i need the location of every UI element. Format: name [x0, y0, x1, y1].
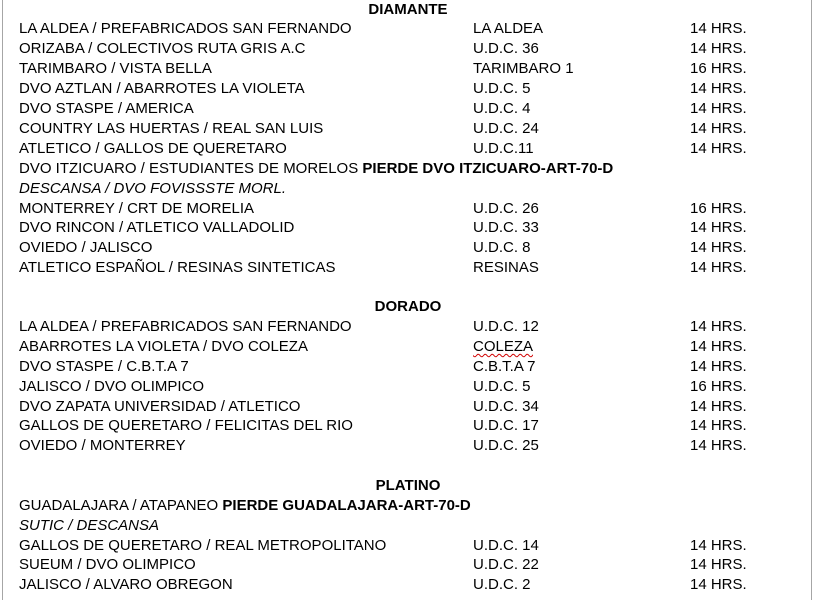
- match-time: 14 HRS.: [690, 576, 747, 593]
- match-time: 14 HRS.: [690, 358, 747, 375]
- match-time: 14 HRS.: [690, 140, 747, 157]
- match-teams: DVO ZAPATA UNIVERSIDAD / ATLETICO: [19, 398, 301, 415]
- match-venue: U.D.C. 8: [473, 239, 531, 256]
- table-row: [19, 436, 799, 456]
- section-title-dorado: DORADO: [374, 298, 442, 315]
- match-teams: DVO STASPE / C.B.T.A 7: [19, 358, 189, 375]
- match-time: 14 HRS.: [690, 40, 747, 57]
- match-teams: TARIMBARO / VISTA BELLA: [19, 60, 212, 77]
- match-time: 14 HRS.: [690, 219, 747, 236]
- table-row: [19, 218, 799, 238]
- match-time: 14 HRS.: [690, 80, 747, 97]
- match-venue: U.D.C. 4: [473, 100, 531, 117]
- match-venue: U.D.C. 17: [473, 417, 539, 434]
- table-row: [19, 19, 799, 39]
- match-venue: U.D.C. 14: [473, 537, 539, 554]
- table-row: [19, 39, 799, 59]
- match-venue: U.D.C. 5: [473, 378, 531, 395]
- match-teams: OVIEDO / JALISCO: [19, 239, 153, 256]
- match-teams: MONTERREY / CRT DE MORELIA: [19, 200, 255, 217]
- table-row: [19, 258, 799, 278]
- match-teams: GALLOS DE QUERETARO / FELICITAS DEL RIO: [19, 417, 353, 434]
- match-teams: ATLETICO / GALLOS DE QUERETARO: [19, 140, 287, 157]
- table-row: [19, 199, 799, 219]
- table-row: [19, 59, 799, 79]
- match-venue: U.D.C. 34: [473, 398, 539, 415]
- penalty-note: PIERDE DVO ITZICUARO-ART-70-D: [362, 160, 614, 177]
- match-teams: SUEUM / DVO OLIMPICO: [19, 556, 196, 573]
- table-row: [19, 79, 799, 99]
- match-teams: GUADALAJARA / ATAPANEO: [19, 497, 219, 514]
- match-teams: OVIEDO / MONTERREY: [19, 437, 186, 454]
- match-venue: U.D.C. 36: [473, 40, 539, 57]
- match-time: 16 HRS.: [690, 378, 747, 395]
- match-venue: LA ALDEA: [473, 20, 544, 37]
- table-row: [19, 357, 799, 377]
- match-time: 16 HRS.: [690, 200, 747, 217]
- rest-note: SUTIC / DESCANSA: [19, 517, 160, 534]
- match-time: 14 HRS.: [690, 20, 747, 37]
- penalty-note: PIERDE GUADALAJARA-ART-70-D: [222, 497, 471, 514]
- match-teams: LA ALDEA / PREFABRICADOS SAN FERNANDO: [19, 318, 352, 335]
- match-venue: U.D.C. 24: [473, 120, 539, 137]
- table-row: [19, 238, 799, 258]
- table-row: [19, 496, 799, 516]
- match-time: 14 HRS.: [690, 398, 747, 415]
- match-time: 14 HRS.: [690, 259, 747, 276]
- match-venue: RESINAS: [473, 259, 539, 276]
- table-row: [19, 555, 799, 575]
- table-row: [19, 317, 799, 337]
- match-venue: U.D.C. 33: [473, 219, 539, 236]
- table-row: [19, 179, 799, 199]
- match-venue: U.D.C. 25: [473, 437, 539, 454]
- match-time: 14 HRS.: [690, 318, 747, 335]
- table-row: [19, 516, 799, 536]
- match-teams: DVO RINCON / ATLETICO VALLADOLID: [19, 219, 295, 236]
- match-venue: U.D.C. 22: [473, 556, 539, 573]
- table-row: [19, 416, 799, 436]
- match-teams: GALLOS DE QUERETARO / REAL METROPOLITANO: [19, 537, 387, 554]
- match-venue: U.D.C. 5: [473, 80, 531, 97]
- match-teams: ORIZABA / COLECTIVOS RUTA GRIS A.C: [19, 40, 306, 57]
- match-venue: U.D.C. 26: [473, 200, 539, 217]
- match-time: 14 HRS.: [690, 100, 747, 117]
- match-teams: COUNTRY LAS HUERTAS / REAL SAN LUIS: [19, 120, 324, 137]
- match-teams: ABARROTES LA VIOLETA / DVO COLEZA: [19, 338, 308, 355]
- match-time: 16 HRS.: [690, 60, 747, 77]
- match-time: 14 HRS.: [690, 239, 747, 256]
- table-row: [19, 397, 799, 417]
- match-venue: COLEZA: [473, 338, 534, 355]
- table-row: [19, 377, 799, 397]
- match-time: 14 HRS.: [690, 120, 747, 137]
- match-venue: C.B.T.A 7: [473, 358, 536, 375]
- table-row: [19, 99, 799, 119]
- table-row: [19, 139, 799, 159]
- match-venue: U.D.C.11: [473, 140, 534, 157]
- section-title-diamante: DIAMANTE: [368, 1, 448, 18]
- match-venue: TARIMBARO 1: [473, 60, 574, 77]
- section-title-platino: PLATINO: [375, 477, 441, 494]
- match-time: 14 HRS.: [690, 417, 747, 434]
- match-teams: JALISCO / ALVARO OBREGON: [19, 576, 233, 593]
- match-time: 14 HRS.: [690, 556, 747, 573]
- match-time: 14 HRS.: [690, 537, 747, 554]
- match-teams: DVO ITZICUARO / ESTUDIANTES DE MORELOS: [19, 160, 359, 177]
- match-teams: ATLETICO ESPAÑOL / RESINAS SINTETICAS: [19, 259, 336, 276]
- table-row: [19, 575, 799, 595]
- match-teams: JALISCO / DVO OLIMPICO: [19, 378, 205, 395]
- table-row: [19, 119, 799, 139]
- match-venue: U.D.C. 12: [473, 318, 539, 335]
- match-teams: DVO STASPE / AMERICA: [19, 100, 194, 117]
- match-time: 14 HRS.: [690, 437, 747, 454]
- match-venue: U.D.C. 2: [473, 576, 531, 593]
- rest-note: DESCANSA / DVO FOVISSSTE MORL.: [19, 180, 286, 197]
- match-teams: LA ALDEA / PREFABRICADOS SAN FERNANDO: [19, 20, 352, 37]
- match-result-line: [19, 159, 613, 179]
- table-row: [19, 337, 799, 357]
- table-row: [19, 536, 799, 556]
- match-result-line: [19, 496, 471, 516]
- match-teams: DVO AZTLAN / ABARROTES LA VIOLETA: [19, 80, 305, 97]
- table-row: [19, 159, 799, 179]
- match-time: 14 HRS.: [690, 338, 747, 355]
